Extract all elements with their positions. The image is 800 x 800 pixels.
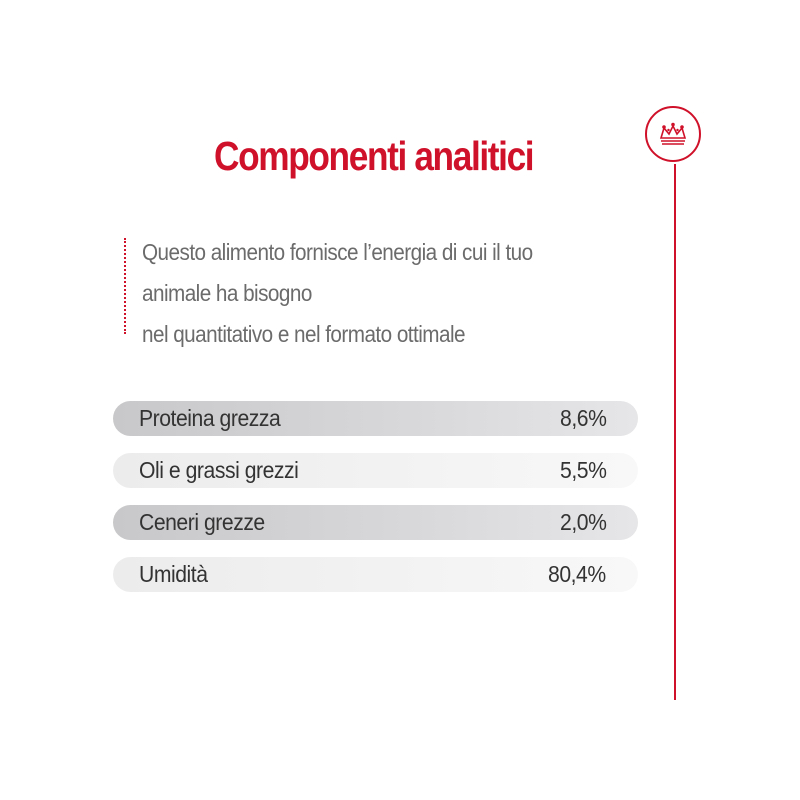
component-row-fats (113, 453, 638, 488)
dotted-accent-line (124, 238, 126, 334)
component-name: Umidità (139, 561, 208, 587)
decorative-vertical-line (674, 164, 676, 700)
component-name: Ceneri grezze (139, 509, 265, 535)
component-value: 2,0% (559, 509, 606, 535)
intro-line-2: animale ha bisogno (142, 280, 312, 306)
component-value: 80,4% (548, 561, 606, 587)
intro-line-3: nel quantitativo e nel formato ottimale (142, 321, 465, 347)
component-row-ash (113, 505, 638, 540)
page-title: Componenti analitici (214, 133, 534, 179)
component-name: Proteina grezza (139, 405, 281, 431)
intro-line-1: Questo alimento fornisce l’energia di cui il tuo (142, 239, 533, 265)
component-value: 8,6% (559, 405, 606, 431)
analytical-components-list (113, 401, 638, 609)
component-value: 5,5% (559, 457, 606, 483)
component-row-moisture (113, 557, 638, 592)
crown-logo-badge (645, 106, 701, 162)
intro-text-block (124, 232, 624, 355)
component-row-protein (113, 401, 638, 436)
component-name: Oli e grassi grezzi (139, 457, 299, 483)
crown-icon (655, 121, 691, 147)
